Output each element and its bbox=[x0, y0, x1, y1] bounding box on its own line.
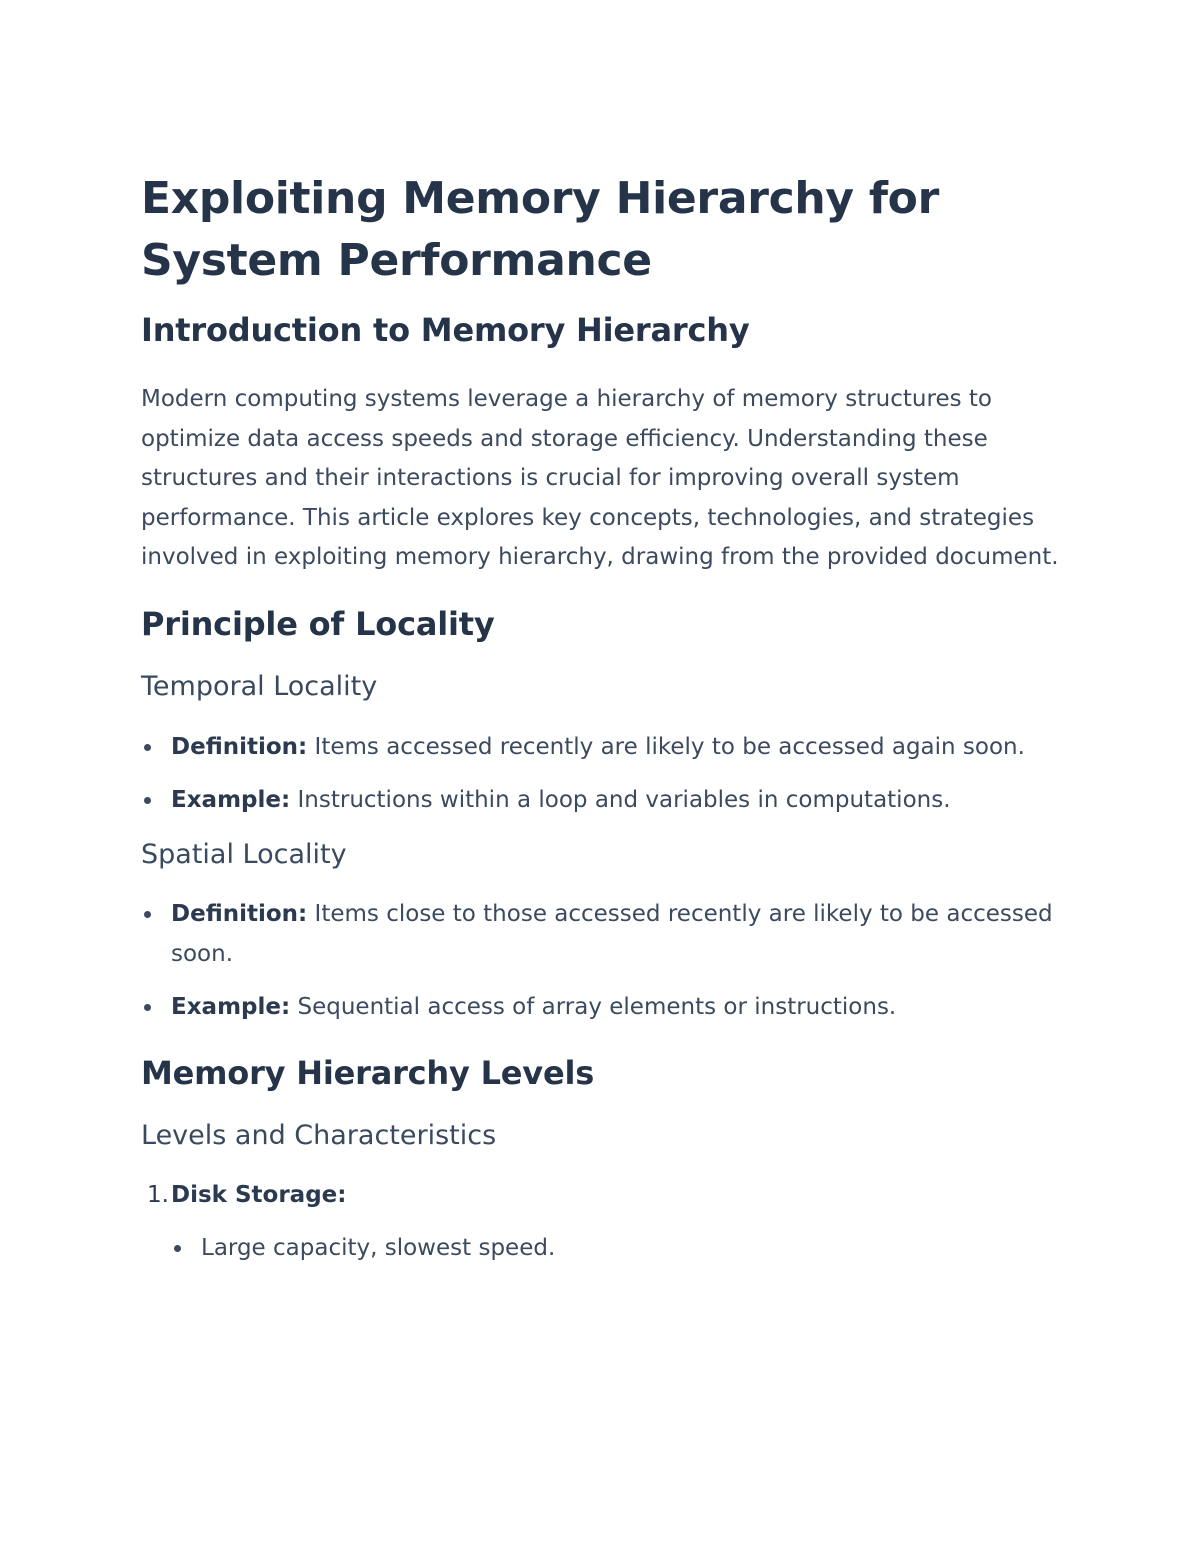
subheading-levels-characteristics: Levels and Characteristics bbox=[141, 1119, 497, 1151]
bullet-icon bbox=[144, 1004, 151, 1011]
bullet-icon bbox=[174, 1245, 181, 1252]
temporal-locality-list bbox=[141, 727, 1061, 820]
list-item bbox=[141, 987, 1061, 1027]
document-title: Exploiting Memory Hierarchy for System Performance bbox=[141, 173, 939, 286]
list-item bbox=[141, 894, 1061, 974]
sub-item-text: Large capacity, slowest speed. bbox=[201, 1234, 556, 1261]
bullet-icon bbox=[144, 911, 151, 918]
document-page bbox=[141, 168, 1061, 1268]
section-heading-intro: Introduction to Memory Hierarchy bbox=[141, 311, 750, 349]
item-text: Items close to those accessed recently are likely to be accessed soon. bbox=[171, 900, 1053, 967]
bullet-icon bbox=[144, 797, 151, 804]
list-item bbox=[141, 780, 1061, 820]
sub-list-item bbox=[141, 1228, 1061, 1268]
spatial-locality-list bbox=[141, 894, 1061, 1027]
section-heading-locality: Principle of Locality bbox=[141, 604, 495, 643]
item-text: Sequential access of array elements or instructions. bbox=[290, 993, 897, 1020]
subheading-temporal-locality: Temporal Locality bbox=[141, 670, 378, 702]
subheading-spatial-locality: Spatial Locality bbox=[141, 838, 347, 870]
list-item bbox=[141, 727, 1061, 767]
list-item bbox=[141, 1175, 1061, 1268]
item-label: Definition: bbox=[171, 900, 308, 927]
item-label: Example: bbox=[171, 993, 291, 1020]
levels-list bbox=[141, 1175, 1061, 1268]
bullet-icon bbox=[144, 744, 151, 751]
item-text: Instructions within a loop and variables in computations. bbox=[290, 786, 951, 813]
sub-list bbox=[171, 1228, 1061, 1268]
item-number: 1. bbox=[147, 1181, 169, 1208]
item-label: Example: bbox=[171, 786, 291, 813]
item-label: Disk Storage: bbox=[171, 1181, 347, 1208]
item-text: Items accessed recently are likely to be accessed again soon. bbox=[307, 733, 1025, 760]
item-label: Definition: bbox=[171, 733, 308, 760]
section-heading-levels: Memory Hierarchy Levels bbox=[141, 1053, 595, 1092]
intro-paragraph: Modern computing systems leverage a hierarchy of memory structures to optimize data access speeds and storage efficiency. Understanding these structures and their interactions is crucial for improving overall system performance. This article explores key concepts, technologies, and strategies involved in exploiting memory hierarchy, drawing from the provided document. bbox=[141, 386, 1059, 571]
